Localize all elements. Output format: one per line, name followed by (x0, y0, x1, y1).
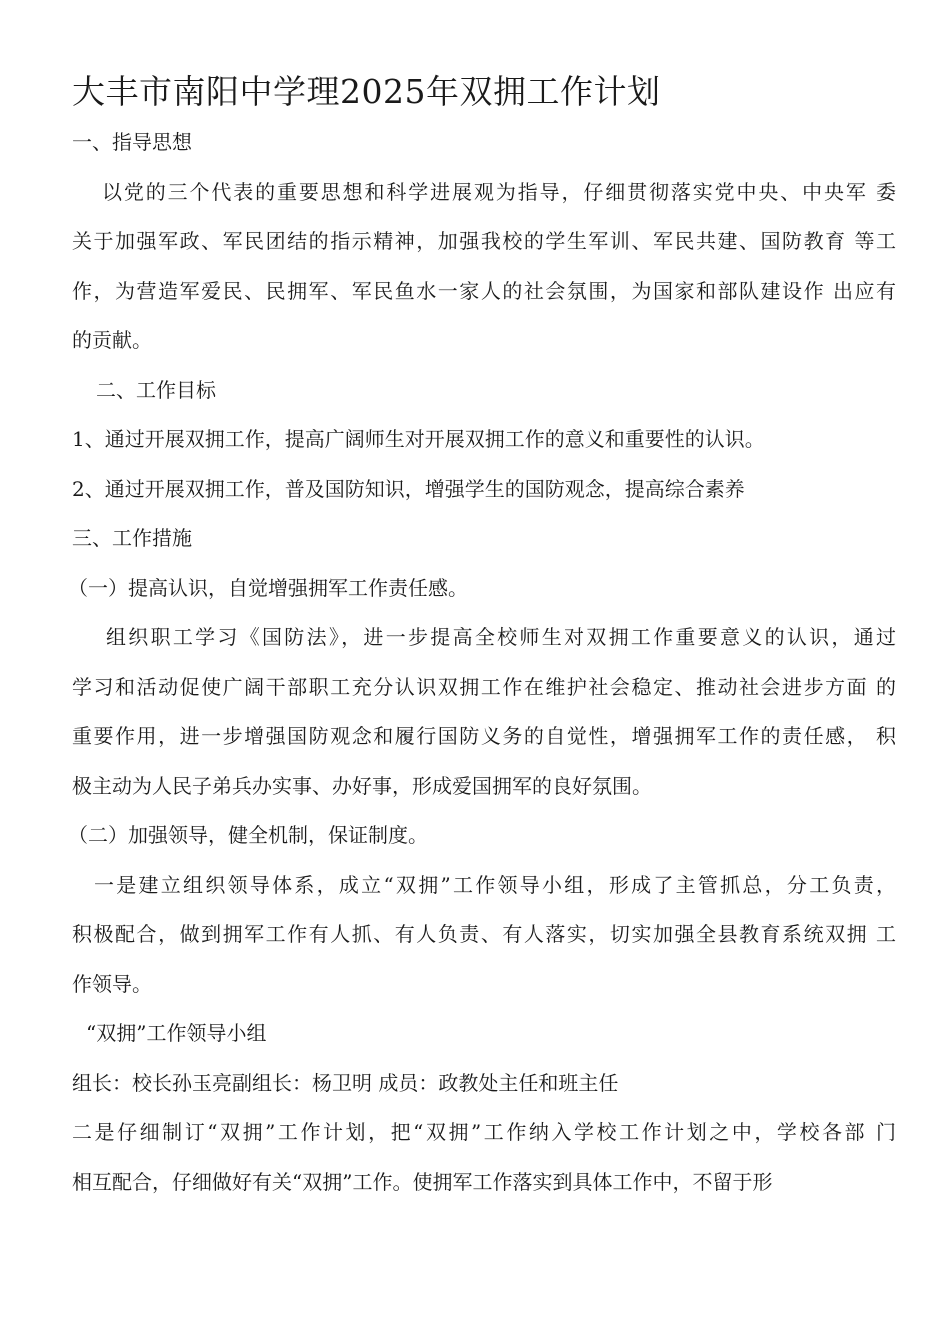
paragraph-line: 以党的三个代表的重要思想和科学进展观为指导，仔细贯彻落实党中央、中央军 委 (102, 179, 896, 204)
goal-item: 2、通过开展双拥工作，普及国防知识，增强学生的国防观念，提高综合素养 (72, 476, 745, 501)
paragraph-line: 二是仔细制订“双拥”工作计划，把“双拥”工作纳入学校工作计划之中，学校各部 门 (72, 1120, 896, 1144)
paragraph-line: 组织职工学习《国防法》，进一步提高全校师生对双拥工作重要意义的认识，通过 (106, 625, 896, 649)
document-page (68, 68, 896, 1207)
paragraph-line: 的贡献。 (72, 328, 152, 352)
paragraph-line: 极主动为人民子弟兵办实事、办好事，形成爱国拥军的良好氛围。 (72, 773, 652, 798)
leadership-group-members: 组长：校长孙玉亮副组长：杨卫明 成员：政教处主任和班主任 (72, 1070, 619, 1095)
paragraph-line: 相互配合，仔细做好有关“双拥”工作。使拥军工作落实到具体工作中，不留于形 (72, 1169, 773, 1194)
paragraph-line: 重要作用，进一步增强国防观念和履行国防义务的自觉性，增强拥军工作的责任感， 积 (72, 724, 896, 748)
paragraph-line: 一是建立组织领导体系，成立“双拥”工作领导小组，形成了主管抓总，分工负责， (94, 872, 896, 897)
paragraph-line: 关于加强军政、军民团结的指示精神，加强我校的学生军训、军民共建、国防教育 等工 (72, 229, 896, 253)
subsection-heading: （一）提高认识，自觉增强拥军工作责任感。 (68, 575, 468, 600)
paragraph-line: 作领导。 (72, 971, 152, 996)
section-heading-guiding-ideology: 一、指导思想 (72, 130, 192, 154)
paragraph-line: 作，为营造军爱民、民拥军、军民鱼水一家人的社会氛围，为国家和部队建设作 出应有 (72, 278, 896, 303)
paragraph-line: 积极配合，做到拥军工作有人抓、有人负责、有人落实，切实加强全县教育系统双拥 工 (72, 922, 896, 946)
document-title: 大丰市南阳中学理2025年双拥工作计划 (72, 72, 661, 111)
section-heading-work-measures: 三、工作措施 (72, 526, 192, 550)
section-heading-work-goals: 二、工作目标 (96, 377, 216, 402)
leadership-group-title: “双拥”工作领导小组 (86, 1021, 267, 1045)
goal-item: 1、通过开展双拥工作，提高广阔师生对开展双拥工作的意义和重要性的认识。 (72, 427, 765, 451)
paragraph-line: 学习和活动促使广阔干部职工充分认识双拥工作在维护社会稳定、推动社会进步方面 的 (72, 674, 896, 699)
subsection-heading: （二）加强领导，健全机制，保证制度。 (68, 823, 428, 847)
